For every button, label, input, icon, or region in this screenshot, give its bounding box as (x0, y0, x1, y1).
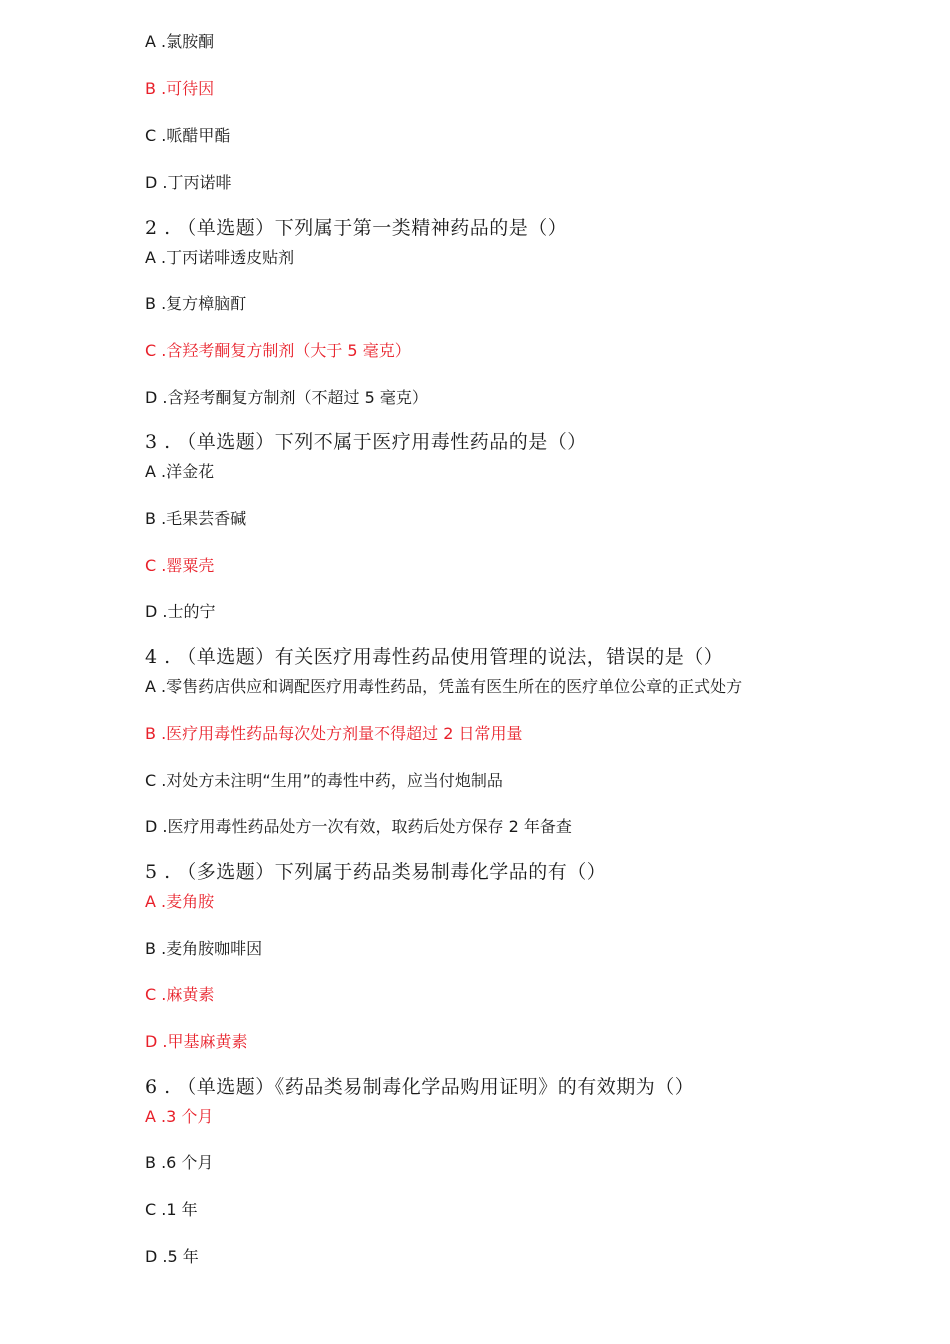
q4-option-a: A .零售药店供应和调配医疗用毒性药品，凭盖有医生所在的医疗单位公章的正式处方 (145, 677, 743, 696)
q1-option-d: D .丁丙诺啡 (145, 173, 232, 192)
q3-option-d: D .士的宁 (145, 602, 216, 621)
question-3-title: 3 . （单选题）下列不属于医疗用毒性药品的是（） (145, 431, 587, 453)
q2-option-b: B .复方樟脑酊 (145, 294, 247, 313)
q5-option-b: B .麦角胺咖啡因 (145, 939, 263, 958)
question-2-title: 2 . （单选题）下列属于第一类精神药品的是（） (145, 217, 568, 239)
q2-option-c: C .含羟考酮复方制剂（大于 5 毫克） (145, 341, 411, 360)
q6-option-d: D .5 年 (145, 1247, 199, 1266)
question-5-title: 5 . （多选题）下列属于药品类易制毒化学品的有（） (145, 861, 607, 883)
q5-option-a: A .麦角胺 (145, 892, 215, 911)
q3-option-b: B .毛果芸香碱 (145, 509, 247, 528)
q2-option-a: A .丁丙诺啡透皮贴剂 (145, 248, 295, 267)
q6-option-b: B .6 个月 (145, 1153, 214, 1172)
question-6-title: 6 . （单选题）《药品类易制毒化学品购用证明》的有效期为（） (145, 1076, 695, 1098)
q4-option-b: B .医疗用毒性药品每次处方剂量不得超过 2 日常用量 (145, 724, 523, 743)
q1-option-b: B .可待因 (145, 79, 215, 98)
q6-option-a: A .3 个月 (145, 1107, 214, 1126)
q5-option-d: D .甲基麻黄素 (145, 1032, 248, 1051)
q6-option-c: C .1 年 (145, 1200, 198, 1219)
q4-option-c: C .对处方未注明“生用”的毒性中药，应当付炮制品 (145, 771, 503, 790)
q5-option-c: C .麻黄素 (145, 985, 215, 1004)
q1-option-a: A .氯胺酮 (145, 32, 215, 51)
q1-option-c: C .哌醋甲酯 (145, 126, 231, 145)
q2-option-d: D .含羟考酮复方制剂（不超过 5 毫克） (145, 388, 428, 407)
q4-option-d: D .医疗用毒性药品处方一次有效，取药后处方保存 2 年备查 (145, 817, 572, 836)
q3-option-a: A .洋金花 (145, 462, 215, 481)
q3-option-c: C .罂粟壳 (145, 556, 215, 575)
question-4-title: 4 . （单选题）有关医疗用毒性药品使用管理的说法，错误的是（） (145, 646, 724, 668)
